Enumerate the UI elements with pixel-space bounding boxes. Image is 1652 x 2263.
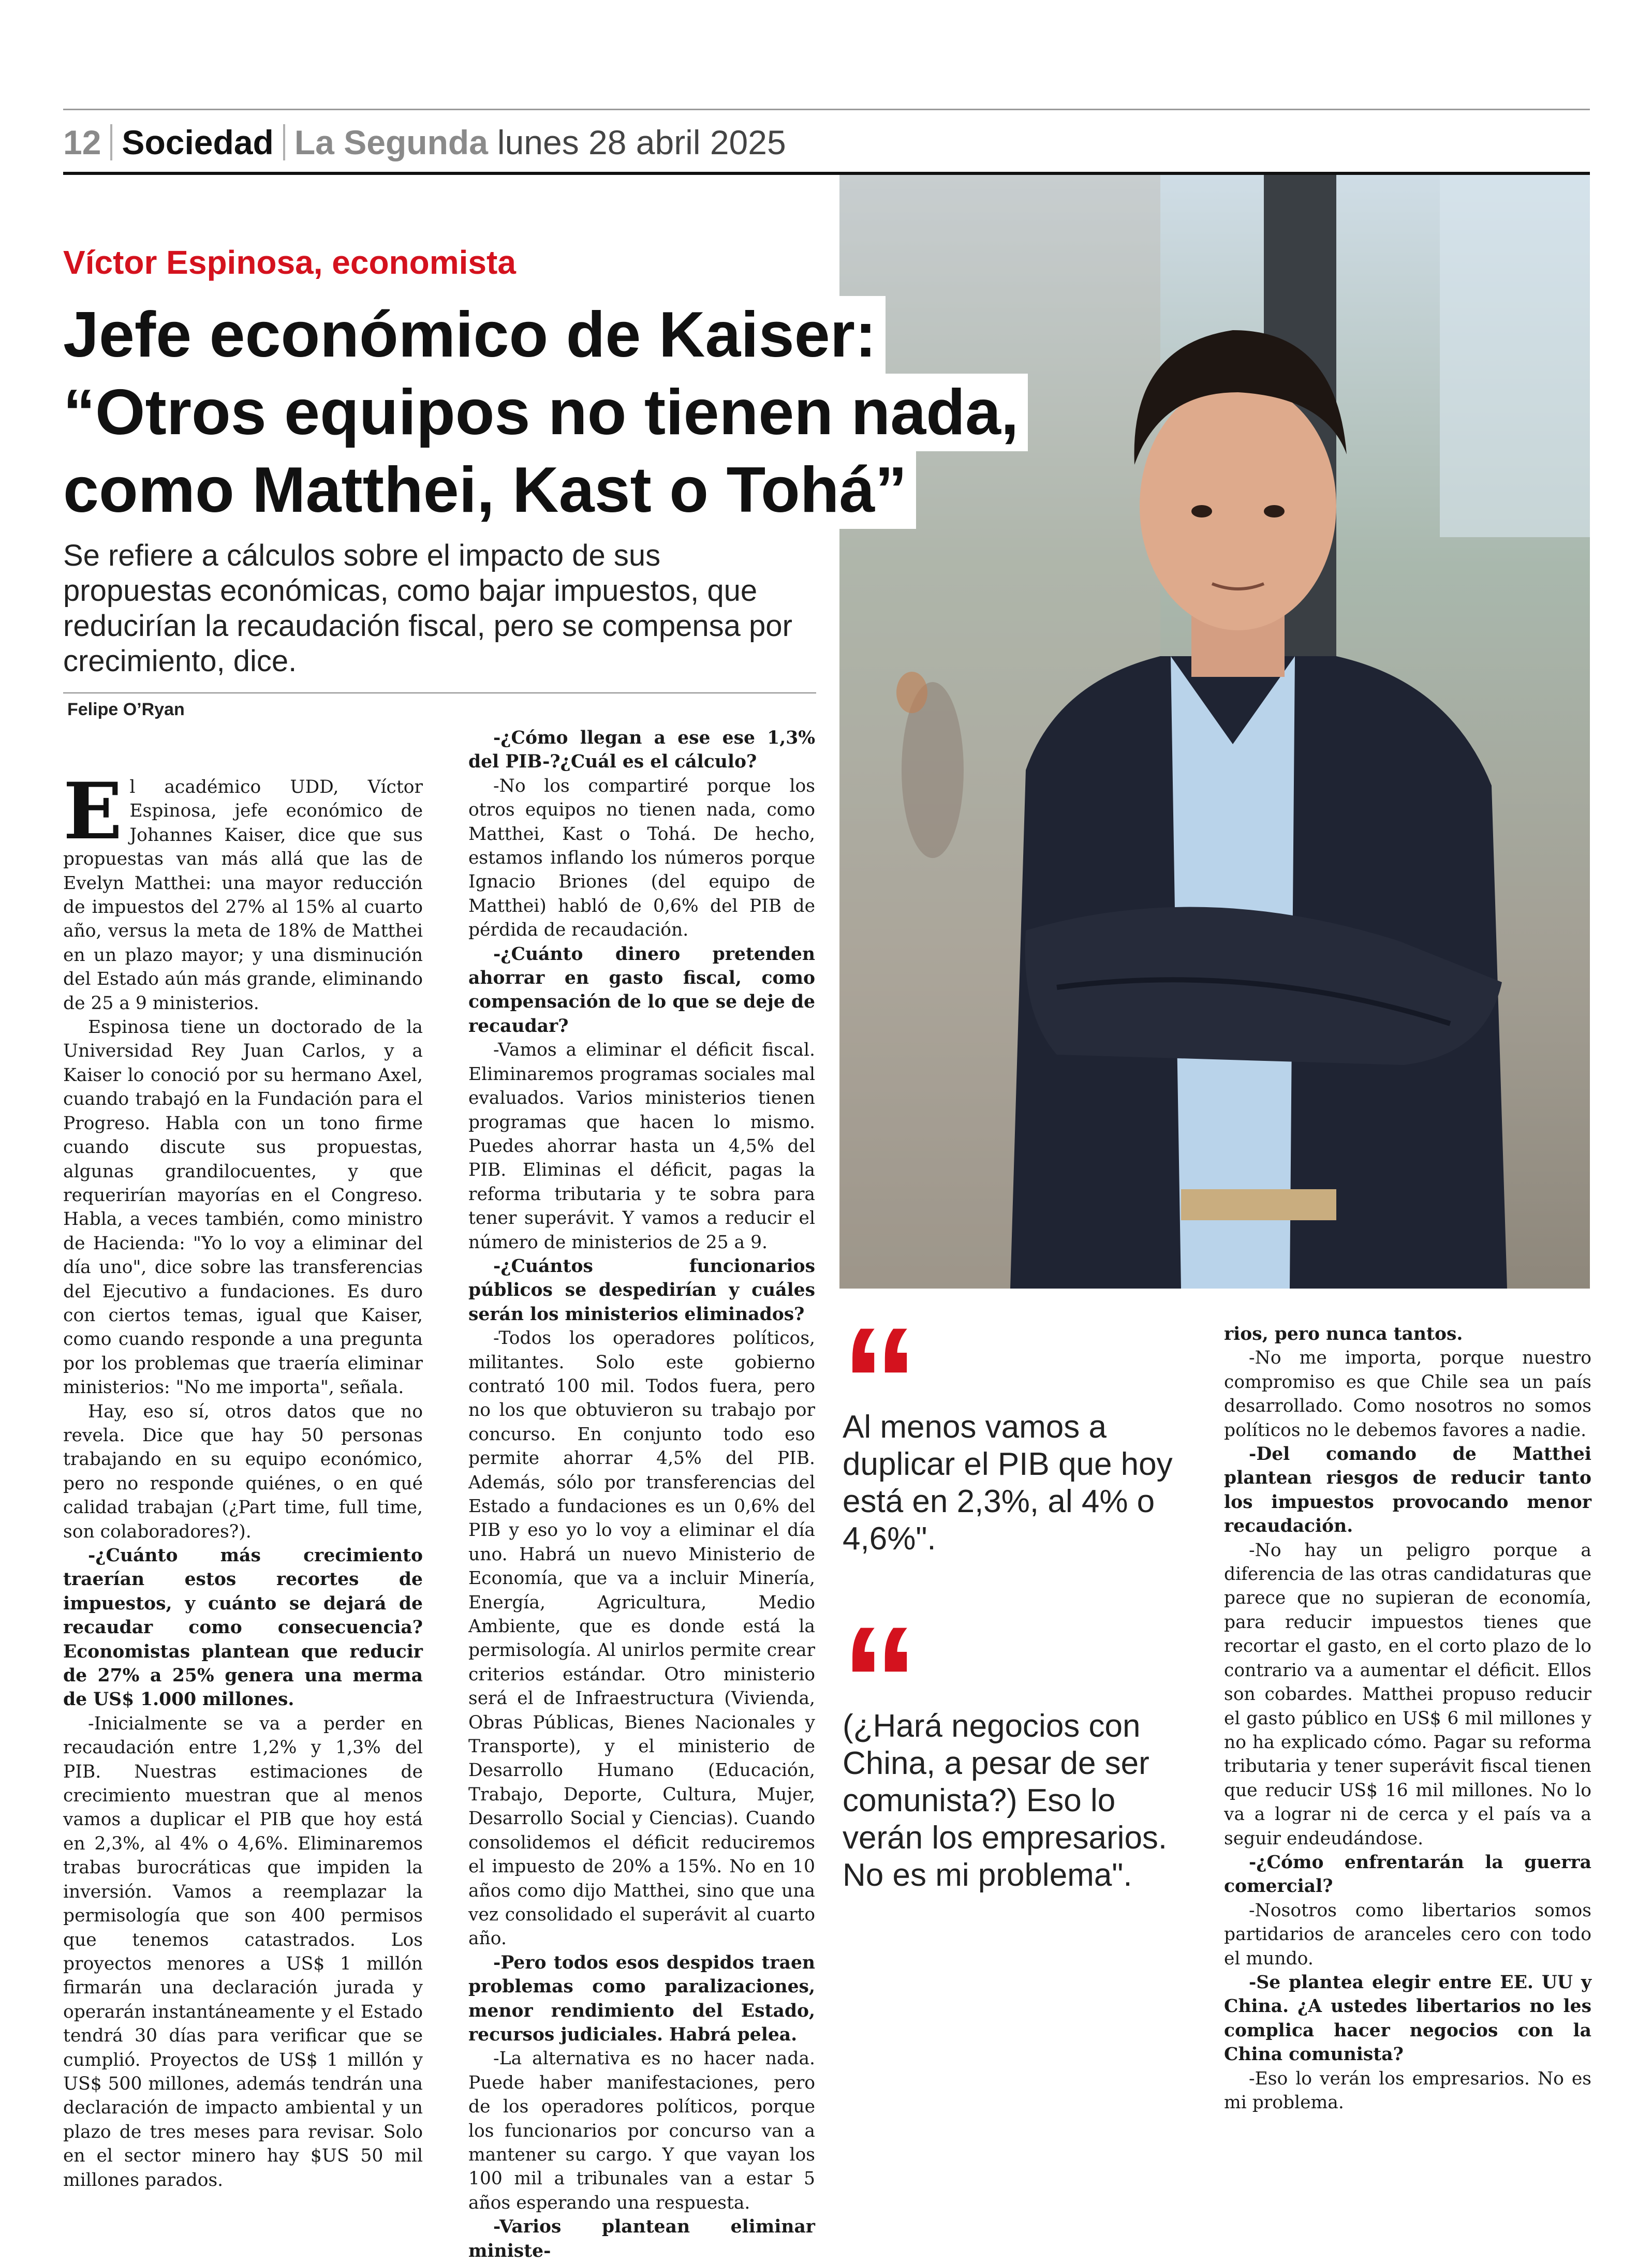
header-divider — [283, 124, 285, 160]
interview-question: -Pero todos esos despidos traen problemas como paralizaciones, menor rendimiento del Estado, recursos judiciales. Habrá pelea. — [468, 1952, 815, 2045]
drop-cap: E — [63, 766, 123, 857]
quote-mark-icon: “ — [841, 1594, 919, 1768]
body-paragraph: Espinosa tiene un doctorado de la Universidad Rey Juan Carlos, y a Kaiser lo conoció por su hermano Axel, cuando trabajó en la Fundación para el Progreso. Habla con un tono firme cuando discute sus propuestas, algunas grandilocuentes, y que requerirían mayorías en el Congreso. Habla, a veces también, como ministro de Hacienda: "Yo lo voy a eliminar del día uno", dice sobre las transferencias del Ejecutivo a fundaciones. Es duro con ciertos temas, igual que Kaiser, como cuando responde a una pregunta por los problemas que traería eliminar ministerios: "No me importa", señala. — [63, 1017, 423, 1398]
header-divider — [110, 124, 112, 160]
issue-date: lunes 28 abril 2025 — [497, 123, 786, 161]
interview-question: -¿Cuántos funcionarios públicos se despedirían y cuáles serán los ministerios eliminados? — [468, 1255, 815, 1325]
body-paragraph: -No hay un peligro porque a diferencia de las otras candidaturas que parece que no supieran de economía, para reducir impuestos tienes que recortar el gasto, en el corto plazo de lo contrario va a aumentar el déficit. Ellos son cobardes. Matthei propuso reducir el gasto público en US$ 6 mil millones y no ha explicado cómo. Pagar su reforma tributaria y tener superávit fiscal tienen que reducir US$ 16 mil millones. No lo va a lograr ni de cerca y el país va a seguir endeudándose. — [1224, 1540, 1591, 1849]
lead-paragraph: l académico UDD, Víctor Espinosa, jefe económico de Johannes Kaiser, dice que sus propuestas van más allá que las de Evelyn Matthei: una mayor reducción de impuestos del 27% al 15% al cuarto año, versus la meta de 18% de Matthei en un plazo mayor; y una disminución del Estado aún más grande, eliminando de 25 a 9 ministerios. — [63, 777, 423, 1014]
portrait-illustration — [839, 175, 1590, 1289]
article-deck: Se refiere a cálculos sobre el impacto de sus propuestas económicas, como bajar impuestos, que reducirían la recaudación fiscal, pero se compensa por crecimiento, dice. — [63, 539, 792, 678]
interview-question: -Se plantea elegir entre EE. UU y China. ¿A ustedes libertarios no les complica hacer negocios con la China comunista? — [1224, 1972, 1591, 2065]
interview-question: -Del comando de Matthei plantean riesgos de reducir tanto los impuestos provocando menor recaudación. — [1224, 1444, 1591, 1537]
top-rule — [63, 109, 1590, 110]
body-column-2 — [468, 726, 815, 2263]
pull-quote: (¿Hará negocios con China, a pesar de ser comunista?) Eso lo verán los empresarios. No es mi problema". — [843, 1708, 1168, 1893]
headline-line-1: Jefe económico de Kaiser: — [63, 296, 886, 374]
headline-line-3: como Matthei, Kast o Tohá” — [63, 451, 916, 529]
interview-question: rios, pero nunca tantos. — [1224, 1324, 1463, 1344]
interview-question: -¿Cómo enfrentarán la guerra comercial? — [1224, 1852, 1591, 1897]
byline: Felipe O’Ryan — [67, 700, 185, 719]
byline-rule — [63, 692, 816, 693]
interview-question: -Varios plantean eliminar ministe- — [468, 2216, 815, 2261]
section-name: Sociedad — [122, 123, 274, 161]
interview-question: -¿Cuánto más crecimiento traerían estos recortes de impuestos, y cuánto se dejará de recaudar como consecuencia? Economistas plantean que reducir de 27% a 25% genera una merma de US$ 1.000 millones. — [63, 1545, 423, 1710]
body-paragraph: -Todos los operadores políticos, militantes. Solo este gobierno contrató 100 mil. Todos fuera, pero no los que obtuvieron su trabajo por concurso. En conjunto todo eso permite ahorrar 4,5% del PIB. Además, sólo por transferencias del Estado a fundaciones es un 0,6% del PIB y eso yo lo voy a eliminar el día uno. Habrá un nuevo Ministerio de Economía, que va a incluir Minería, Energía, Agricultura, Medio Ambiente, que es donde está la permisología. Al unirlos permite crear criterios estándar. Otro ministerio será el de Infraestructura (Vivienda, Obras Públicas, Bienes Nacionales y Transporte), y el ministerio de Desarrollo Humano (Educación, Trabajo, Deporte, Cultura, Mujer, Desarrollo Social y Ciencias). Cuando consolidemos el déficit reduciremos el impuesto de 20% a 15%. No en 10 años como dijo Matthei, sino que una vez consolidado el superávit al cuarto año. — [468, 1328, 815, 1949]
article-kicker: Víctor Espinosa, economista — [63, 244, 516, 281]
body-column-3 — [1224, 1322, 1591, 2114]
quote-mark-icon: “ — [841, 1295, 919, 1469]
headline-line-2: “Otros equipos no tienen nada, — [63, 374, 1028, 451]
body-paragraph: -Inicialmente se va a perder en recaudación entre 1,2% y 1,3% del PIB. Nuestras estimaciones de crecimiento muestran que al menos vamos a duplicar el PIB que hoy está en 2,3%, al 4% o 4,6%. Eliminaremos trabas burocráticas que impiden la inversión. Vamos a reemplazar la permisología que son 400 permisos que tenemos catastrados. Los proyectos menores a US$ 1 millón firmarán una declaración jurada y operarán instantáneamente y el Estado tendrá 30 días para verificar que se cumplió. Proyectos de US$ 1 millón y US$ 500 millones, además tendrán una declaración de impacto ambiental y un plazo de tres meses para revisar. Solo en el sector minero hay $US 50 mil millones parados. — [63, 1713, 423, 2191]
body-paragraph: -Nosotros como libertarios somos partidarios de aranceles cero con todo el mundo. — [1224, 1900, 1591, 1969]
interview-question: -¿Cuánto dinero pretenden ahorrar en gasto fiscal, como compensación de lo que se deje de recaudar? — [468, 943, 815, 1037]
page-header — [63, 116, 786, 168]
body-paragraph: -Vamos a eliminar el déficit fiscal. Eliminaremos programas sociales mal evaluados. Varios ministerios tienen programas que hacen lo mismo. Puedes ahorrar hasta un 4,5% del PIB. Eliminas el déficit, pagas la reforma tributaria y te sobra para tener superávit. Y vamos a reducir el número de ministerios de 25 a 9. — [468, 1040, 815, 1253]
body-column-1 — [63, 766, 423, 2192]
pull-quote: Al menos vamos a duplicar el PIB que hoy está en 2,3%, al 4% o 4,6%". — [843, 1409, 1173, 1557]
body-paragraph: Hay, eso sí, otros datos que no revela. Dice que hay 50 personas trabajando en su equipo económico, pero no responde quiénes, o en qué calidad trabajan (¿Part time, full time, son colaboradores?). — [63, 1401, 423, 1542]
body-paragraph: -Eso lo verán los empresarios. No es mi problema. — [1224, 2068, 1591, 2113]
body-paragraph: -No los compartiré porque los otros equipos no tienen nada, como Matthei, Kast o Tohá. De hecho, estamos inflando los números porque Ignacio Briones (del equipo de Matthei) habló de 0,6% del PIB de pérdida de recaudación. — [468, 775, 815, 941]
body-paragraph: -No me importa, porque nuestro compromiso es que Chile sea un país desarrollado. Como nosotros no somos políticos no le debemos favores a nadie. — [1224, 1348, 1591, 1441]
page-number: 12 — [63, 123, 101, 161]
portrait-photo — [839, 175, 1590, 1289]
interview-question: -¿Cómo llegan a ese ese 1,3% del PIB-?¿Cuál es el cálculo? — [468, 728, 815, 773]
newspaper-name: La Segunda — [294, 123, 488, 161]
body-paragraph: -La alternativa es no hacer nada. Puede haber manifestaciones, pero de los operadores políticos, porque los funcionarios por concurso van a mantener su cargo. Y que vayan los 100 mil a tribunales van a estar 5 años esperando una respuesta. — [468, 2048, 815, 2213]
